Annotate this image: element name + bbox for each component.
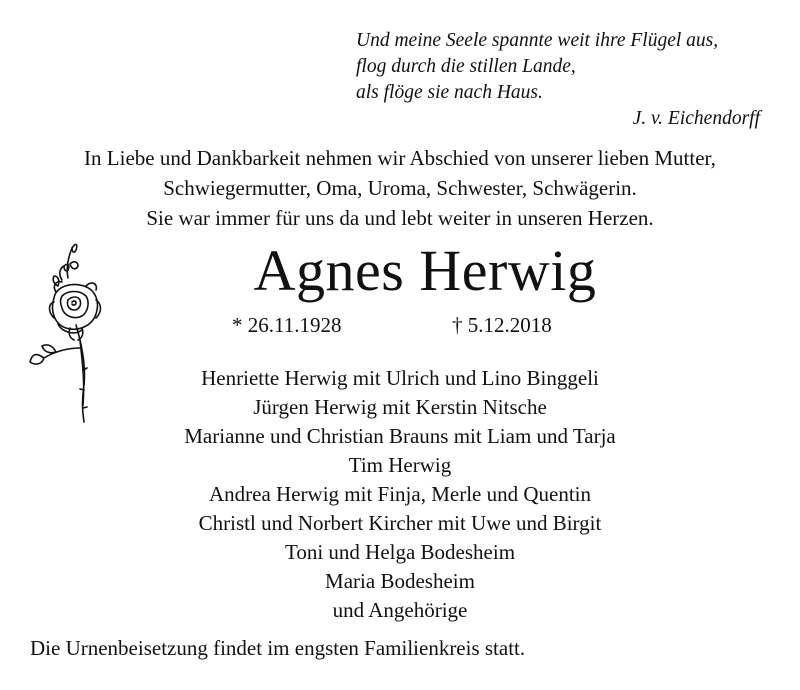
poem-author: J. v. Eichendorff	[632, 108, 760, 129]
poem-line: flog durch die stillen Lande,	[356, 56, 576, 77]
burial-note: Die Urnenbeisetzung findet im engsten Familienkreis statt.	[30, 636, 526, 660]
list-item: Christl und Norbert Kircher mit Uwe und Birgit	[198, 511, 602, 535]
birth-date: * 26.11.1928	[232, 313, 342, 337]
deceased-name: Agnes Herwig	[253, 238, 597, 303]
poem-line: als flöge sie nach Haus.	[356, 82, 543, 103]
poem-quote	[356, 28, 766, 132]
intro-text	[0, 143, 800, 233]
list-item: Jürgen Herwig mit Kerstin Nitsche	[253, 395, 547, 419]
list-item: Henriette Herwig mit Ulrich und Lino Binggeli	[201, 366, 599, 390]
intro-line: Schwiegermutter, Oma, Uroma, Schwester, Schwägerin.	[163, 176, 637, 200]
death-date: † 5.12.2018	[452, 313, 552, 337]
list-item: Maria Bodesheim	[325, 569, 475, 593]
list-item: und Angehörige	[332, 598, 468, 622]
intro-line: Sie war immer für uns da und lebt weiter in unseren Herzen.	[146, 206, 654, 230]
list-item: Tim Herwig	[348, 453, 452, 477]
poem-line: Und meine Seele spannte weit ihre Flügel aus,	[356, 30, 719, 51]
mourners-list	[100, 364, 700, 625]
list-item: Marianne und Christian Brauns mit Liam und Tarja	[184, 424, 616, 448]
list-item: Andrea Herwig mit Finja, Merle und Quentin	[209, 482, 591, 506]
intro-line: In Liebe und Dankbarkeit nehmen wir Abschied von unserer lieben Mutter,	[84, 146, 716, 170]
list-item: Toni und Helga Bodesheim	[284, 540, 516, 564]
